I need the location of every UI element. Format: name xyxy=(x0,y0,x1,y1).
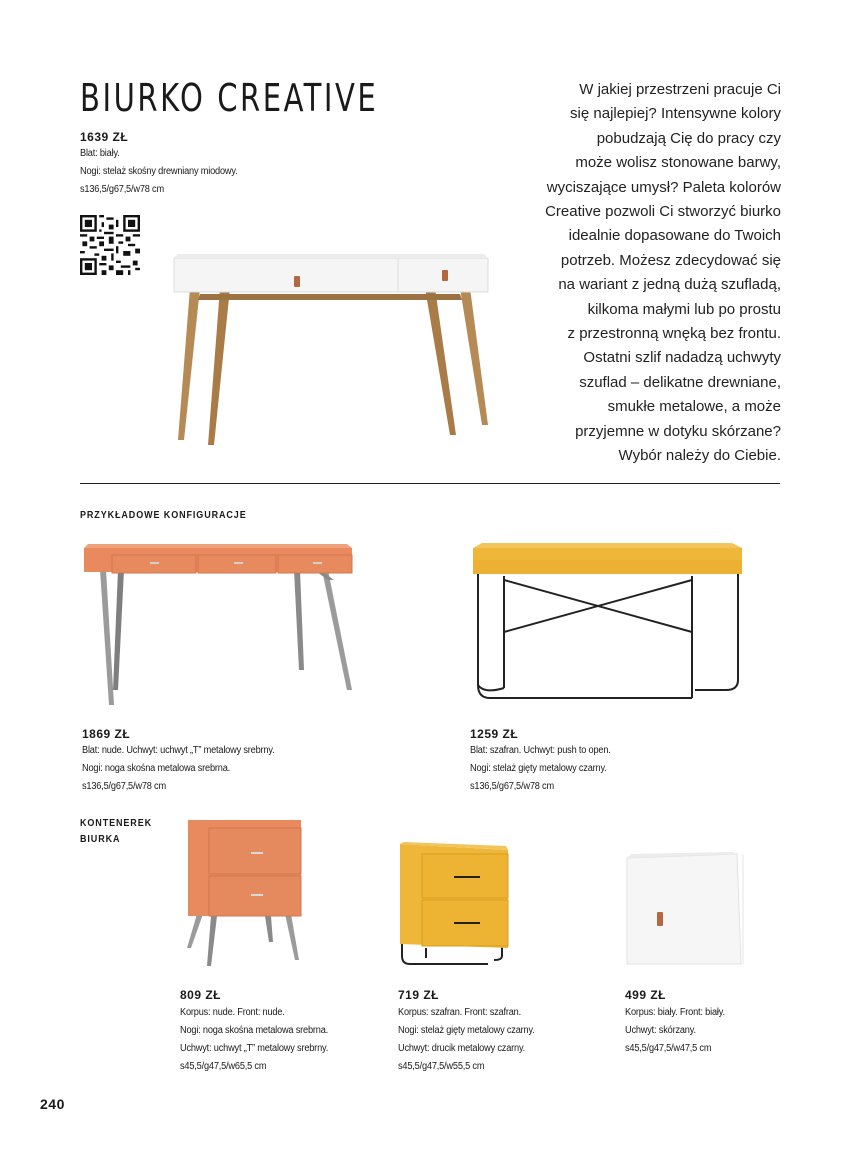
container-nude-price: 809 ZŁ xyxy=(180,988,222,1002)
container-saffron-spec-4: s45,5/g47,5/w55,5 cm xyxy=(398,1061,485,1072)
container-saffron-image xyxy=(398,840,513,968)
page-title: BIURKO CREATIVE xyxy=(80,76,379,120)
configs-label: PRZYKŁADOWE KONFIGURACJE xyxy=(80,510,247,521)
desk-saffron-image xyxy=(470,540,745,710)
containers-label-line2: BIURKA xyxy=(80,834,121,845)
container-white-price: 499 ZŁ xyxy=(625,988,667,1002)
container-white-image xyxy=(625,852,745,967)
desk-saffron-price: 1259 ZŁ xyxy=(470,727,519,741)
section-divider xyxy=(80,483,780,484)
container-nude-spec-4: s45,5/g47,5/w65,5 cm xyxy=(180,1061,267,1072)
desk-saffron-spec-1: Blat: szafran. Uchwyt: push to open. xyxy=(470,745,611,756)
desk-nude-spec-3: s136,5/g67,5/w78 cm xyxy=(82,781,166,792)
container-nude-spec-1: Korpus: nude. Front: nude. xyxy=(180,1007,285,1018)
container-saffron-price: 719 ZŁ xyxy=(398,988,440,1002)
containers-label-line1: KONTENEREK xyxy=(80,818,153,829)
main-spec-2: Nogi: stelaż skośny drewniany miodowy. xyxy=(80,166,238,177)
desk-nude-spec-1: Blat: nude. Uchwyt: uchwyt „T” metalowy srebrny. xyxy=(82,745,275,756)
desk-nude-price: 1869 ZŁ xyxy=(82,727,131,741)
container-nude-spec-3: Uchwyt: uchwyt „T” metalowy srebrny. xyxy=(180,1043,329,1054)
desk-saffron-spec-2: Nogi: stelaż gięty metalowy czarny. xyxy=(470,763,607,774)
leather-handle-left xyxy=(294,276,300,287)
container-white-spec-2: Uchwyt: skórzany. xyxy=(625,1025,696,1036)
main-desk-image xyxy=(170,250,495,450)
page-number: 240 xyxy=(40,1096,65,1112)
container-saffron-spec-3: Uchwyt: drucik metalowy czarny. xyxy=(398,1043,526,1054)
main-desk-legs xyxy=(178,288,488,445)
main-price: 1639 ZŁ xyxy=(80,130,129,144)
container-saffron-spec-1: Korpus: szafran. Front: szafran. xyxy=(398,1007,521,1018)
leather-handle-right xyxy=(442,270,448,281)
main-spec-1: Blat: biały. xyxy=(80,148,120,159)
container-nude-image xyxy=(185,818,305,968)
main-spec-3: s136,5/g67,5/w78 cm xyxy=(80,184,164,195)
desk-saffron-spec-3: s136,5/g67,5/w78 cm xyxy=(470,781,554,792)
desk-nude-image xyxy=(82,540,357,710)
container-white-spec-1: Korpus: biały. Front: biały. xyxy=(625,1007,725,1018)
intro-text: W jakiej przestrzeni pracuje Ci się najlepiej? Intensywne kolory pobudzają Cię do pracy czy może wolisz stonowane barwy, wyciszające umysł? Paleta kolorów Creative pozwoli Ci stworzyć biurko idealnie dopasowane do Twoich potrzeb. Możesz zdecydować się na wariant z jedną dużą szufladą, kilkoma małymi lub po prostu z przestronną wnęką bez frontu. Ostatni szlif nadadzą uchwyty szuflad – delikatne drewniane, smukłe metalowe, a może przyjemne w dotyku skórzane? Wybór należy do Ciebie. xyxy=(545,81,781,465)
leather-handle xyxy=(657,912,663,926)
container-saffron-spec-2: Nogi: stelaż gięty metalowy czarny. xyxy=(398,1025,535,1036)
desk-nude-spec-2: Nogi: noga skośna metalowa srebrna. xyxy=(82,763,231,774)
container-nude-spec-2: Nogi: noga skośna metalowa srebrna. xyxy=(180,1025,329,1036)
qr-code[interactable] xyxy=(80,215,140,275)
container-white-spec-3: s45,5/g47,5/w47,5 cm xyxy=(625,1043,712,1054)
